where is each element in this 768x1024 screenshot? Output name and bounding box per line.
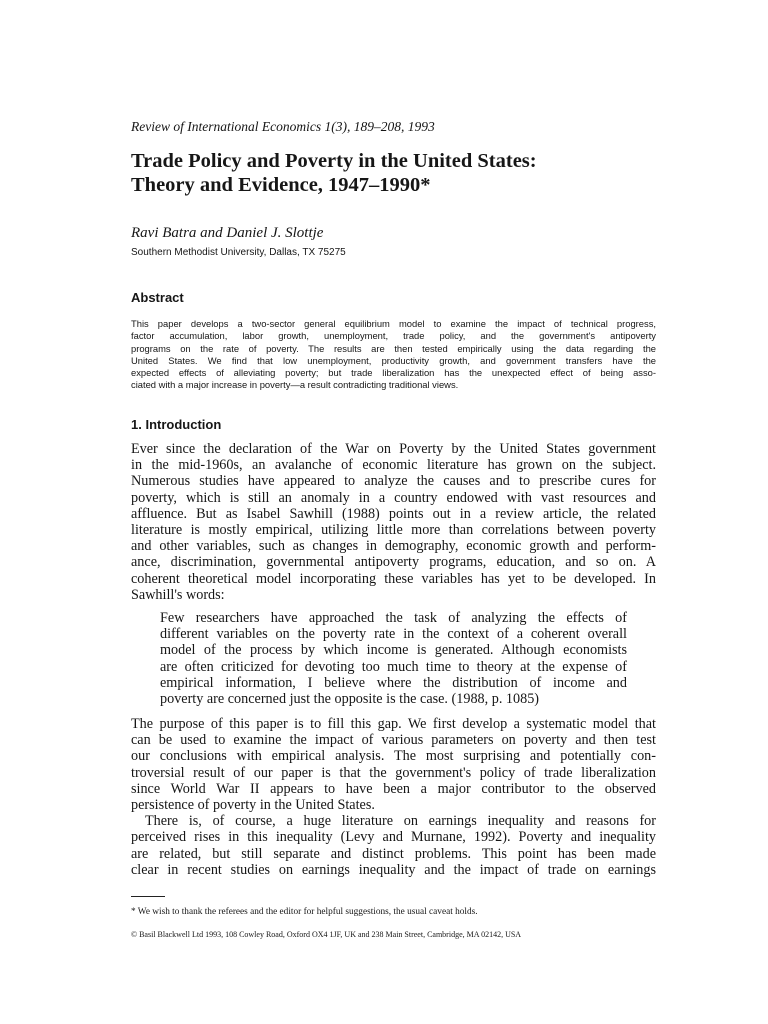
paragraph-1	[131, 441, 656, 603]
text-line: in the mid-1960s, an avalanche of economic literature has grown on the subject.	[131, 457, 656, 474]
abstract-line: United States. We find that low unemployment, productivity growth, and government transfers have the	[131, 354, 656, 366]
text-line: our conclusions with empirical analysis. The most surprising and potentially con-	[131, 748, 656, 765]
paragraph-2	[131, 716, 656, 878]
text-line: poverty, which is still an anomaly in a country endowed with vast resources and	[131, 489, 656, 506]
text-line: Sawhill's words:	[131, 586, 225, 603]
text-line: clear in recent studies on earnings inequality and the impact of trade on earnings	[131, 861, 656, 878]
footnote-acknowledgement: * We wish to thank the referees and the editor for helpful suggestions, the usual caveat holds.	[131, 907, 478, 917]
quote-line: are often criticized for devoting too much time to theory at the expense of	[160, 658, 627, 675]
text-line: since World War II appears to have been a major contributor to the observed	[131, 780, 656, 797]
text-line: Ever since the declaration of the War on Poverty by the United States government	[131, 441, 656, 457]
title-line: Theory and Evidence, 1947–1990*	[131, 174, 431, 196]
affiliation: Southern Methodist University, Dallas, TX 75275	[131, 247, 346, 258]
text-line: affluence. But as Isabel Sawhill (1988) points out in a review article, the related	[131, 505, 656, 522]
text-line: There is, of course, a huge literature on earnings inequality and reasons for	[145, 813, 656, 830]
text-line: persistence of poverty in the United States.	[131, 797, 375, 814]
article-title	[131, 149, 631, 197]
quote-line: different variables on the poverty rate in the context of a coherent overall	[160, 626, 627, 643]
text-line: can be used to examine the impact of various parameters on poverty and then test	[131, 732, 656, 749]
abstract-heading: Abstract	[131, 290, 184, 305]
text-line: coherent theoretical model incorporating these variables has yet to be developed. In	[131, 570, 656, 587]
footnote-rule	[131, 896, 165, 897]
quote-line: empirical information, I believe where the distribution of income and	[160, 674, 627, 691]
abstract-line: factor accumulation, labor growth, unemployment, trade policy, and the government's antipoverty	[131, 330, 656, 342]
quote-line: model of the process by which income is generated. Although economists	[160, 642, 627, 659]
abstract-line: This paper develops a two-sector general equilibrium model to examine the impact of technical progress,	[131, 318, 656, 329]
text-line: Numerous studies have appeared to analyze the causes and to prescribe cures for	[131, 473, 656, 490]
abstract-line: expected effects of alleviating poverty; but trade liberalization has the unexpected effect of being asso-	[131, 367, 656, 379]
copyright-line: © Basil Blackwell Ltd 1993, 108 Cowley Road, Oxford OX4 1JF, UK and 238 Main Street, Cambridge, MA 02142, USA	[131, 930, 522, 939]
authors: Ravi Batra and Daniel J. Slottje	[131, 225, 324, 241]
quote-line: poverty are concerned just the opposite is the case. (1988, p. 1085)	[160, 691, 540, 708]
title-line: Trade Policy and Poverty in the United States:	[131, 150, 537, 172]
text-line: perceived rises in this inequality (Levy and Murnane, 1992). Poverty and inequality	[131, 829, 656, 846]
section-heading-introduction: 1. Introduction	[131, 417, 222, 432]
abstract-body	[131, 318, 656, 392]
quote-line: Few researchers have approached the task of analyzing the effects of	[160, 610, 627, 626]
text-line: troversial result of our paper is that the government's policy of trade liberalization	[131, 764, 656, 781]
block-quote	[160, 610, 627, 707]
text-line: literature is mostly empirical, utilizing little more than correlations between poverty	[131, 522, 656, 539]
abstract-line: ciated with a major increase in poverty—a result contradicting traditional views.	[131, 379, 459, 391]
text-line: are related, but still separate and distinct problems. This point has been made	[131, 845, 656, 862]
text-line: The purpose of this paper is to fill this gap. We first develop a systematic model that	[131, 716, 656, 732]
text-line: and other variables, such as changes in demography, economic growth and perform-	[131, 538, 656, 555]
text-line: ance, discrimination, governmental antipoverty programs, education, and so on. A	[131, 554, 656, 571]
journal-citation: Review of International Economics 1(3), 189–208, 1993	[131, 119, 435, 134]
abstract-line: programs on the rate of poverty. The results are then tested empirically using the data regarding the	[131, 342, 656, 354]
